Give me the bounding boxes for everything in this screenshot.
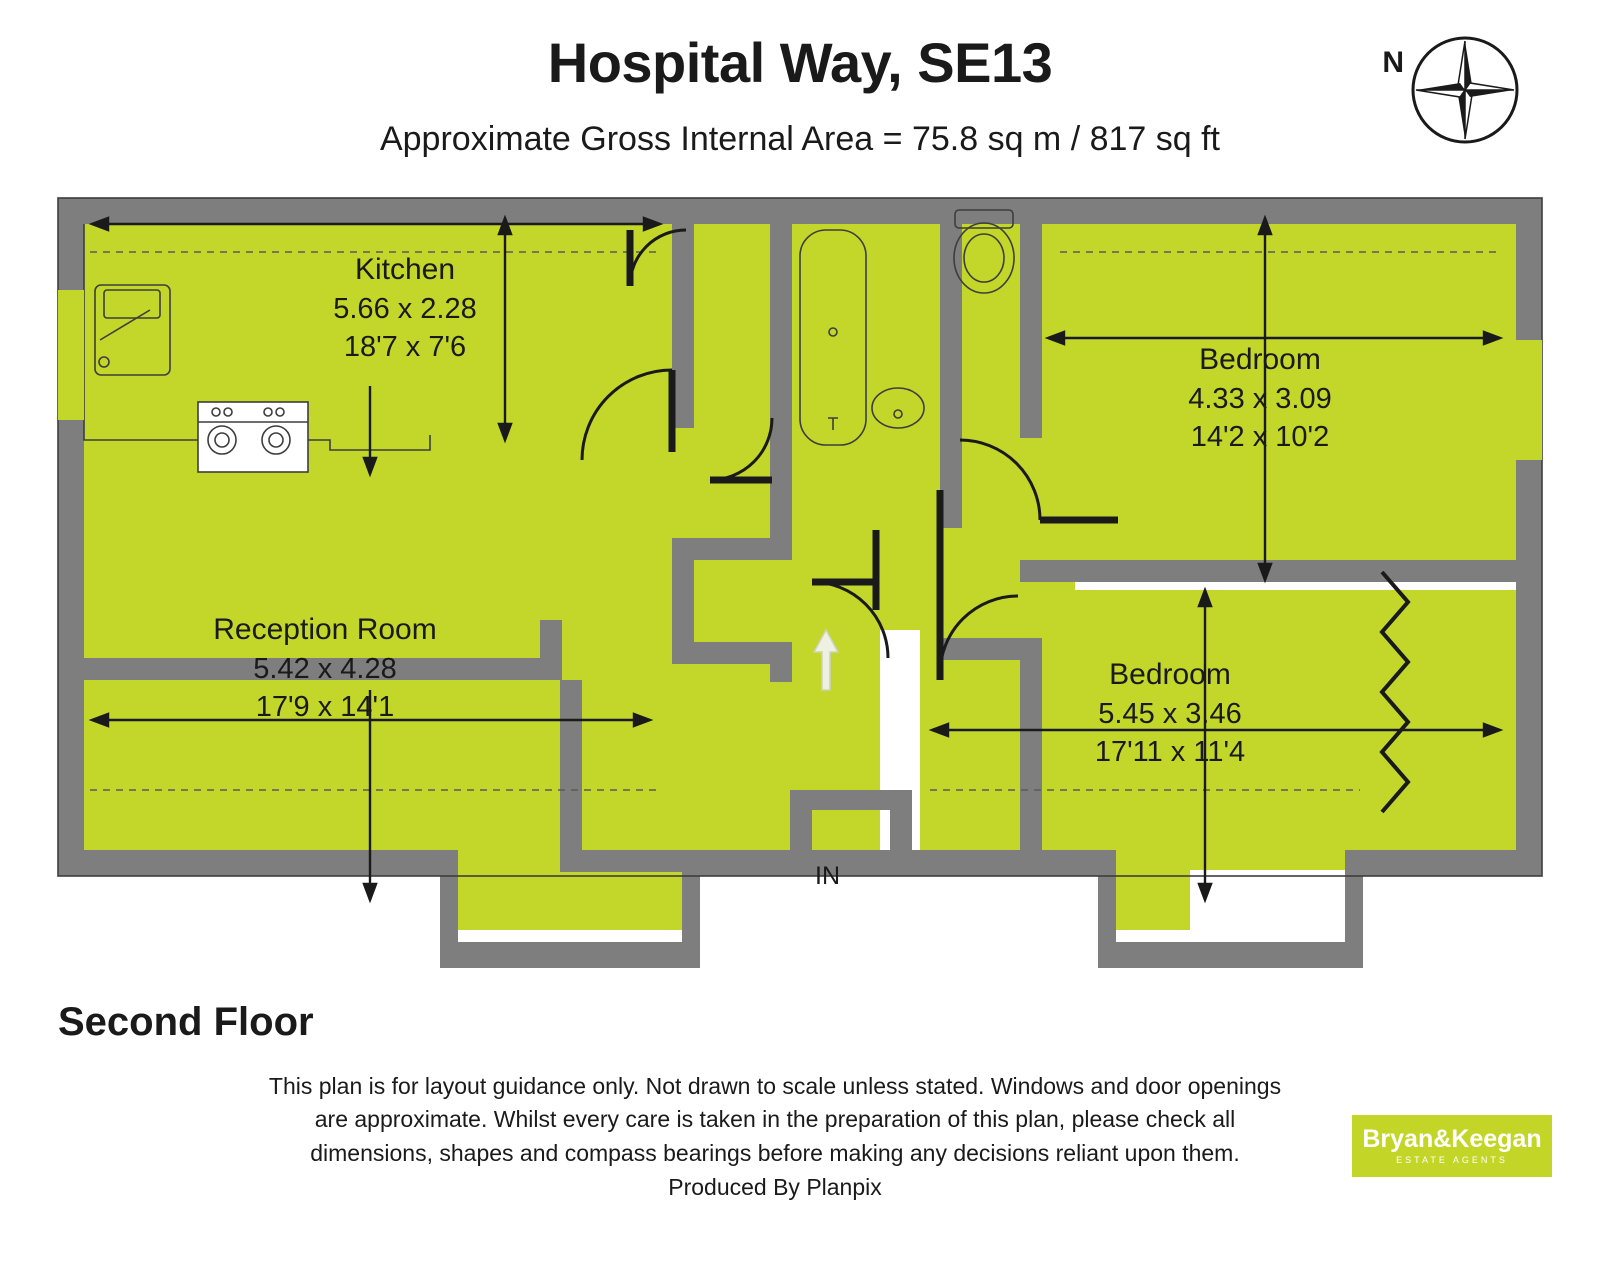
logo-tagline: ESTATE AGENTS bbox=[1396, 1155, 1508, 1165]
room-imperial: 17'11 x 11'4 bbox=[1094, 735, 1246, 768]
room-imperial: 14'2 x 10'2 bbox=[1190, 420, 1330, 453]
disclaimer bbox=[150, 1070, 1400, 1204]
area-subtitle: Approximate Gross Internal Area = 75.8 sq m / 817 sq ft bbox=[379, 120, 1221, 158]
compass-rose-icon bbox=[1410, 35, 1520, 145]
room-metric: 5.45 x 3.46 bbox=[1098, 697, 1242, 730]
floor-name: Second Floor bbox=[58, 1000, 314, 1044]
room-metric: 5.42 x 4.28 bbox=[253, 652, 397, 685]
floor-plan bbox=[0, 190, 1600, 980]
produced-by: Produced By Planpix bbox=[668, 1174, 882, 1201]
entrance-label: IN bbox=[815, 862, 840, 890]
room-name: Kitchen bbox=[354, 253, 456, 286]
room-metric: 4.33 x 3.09 bbox=[1188, 382, 1332, 415]
compass-north-label: N bbox=[1382, 46, 1404, 79]
logo-name: Bryan&Keegan bbox=[1362, 1125, 1542, 1153]
disclaimer-line-1: This plan is for layout guidance only. Not drawn to scale unless stated. Windows and door openings bbox=[268, 1073, 1282, 1099]
disclaimer-line-3: dimensions, shapes and compass bearings before making any decisions reliant upon them. bbox=[310, 1139, 1240, 1166]
room-label-bedroom-2 bbox=[1020, 655, 1320, 771]
disclaimer-line-2: are approximate. Whilst every care is taken in the preparation of this plan, please check all bbox=[314, 1106, 1236, 1133]
room-name: Reception Room bbox=[213, 613, 437, 646]
room-label-kitchen bbox=[255, 250, 555, 366]
room-imperial: 18'7 x 7'6 bbox=[343, 330, 467, 363]
room-metric: 5.66 x 2.28 bbox=[333, 292, 477, 325]
hob-icon bbox=[198, 402, 308, 472]
room-label-bedroom-1 bbox=[1110, 340, 1410, 456]
page-title: Hospital Way, SE13 bbox=[547, 31, 1053, 94]
floor-plan-svg bbox=[0, 190, 1600, 980]
room-label-reception-room bbox=[165, 610, 485, 726]
room-imperial: 17'9 x 14'1 bbox=[255, 690, 395, 723]
company-logo bbox=[1352, 1115, 1552, 1177]
room-name: Bedroom bbox=[1199, 343, 1321, 376]
room-name: Bedroom bbox=[1109, 658, 1231, 691]
